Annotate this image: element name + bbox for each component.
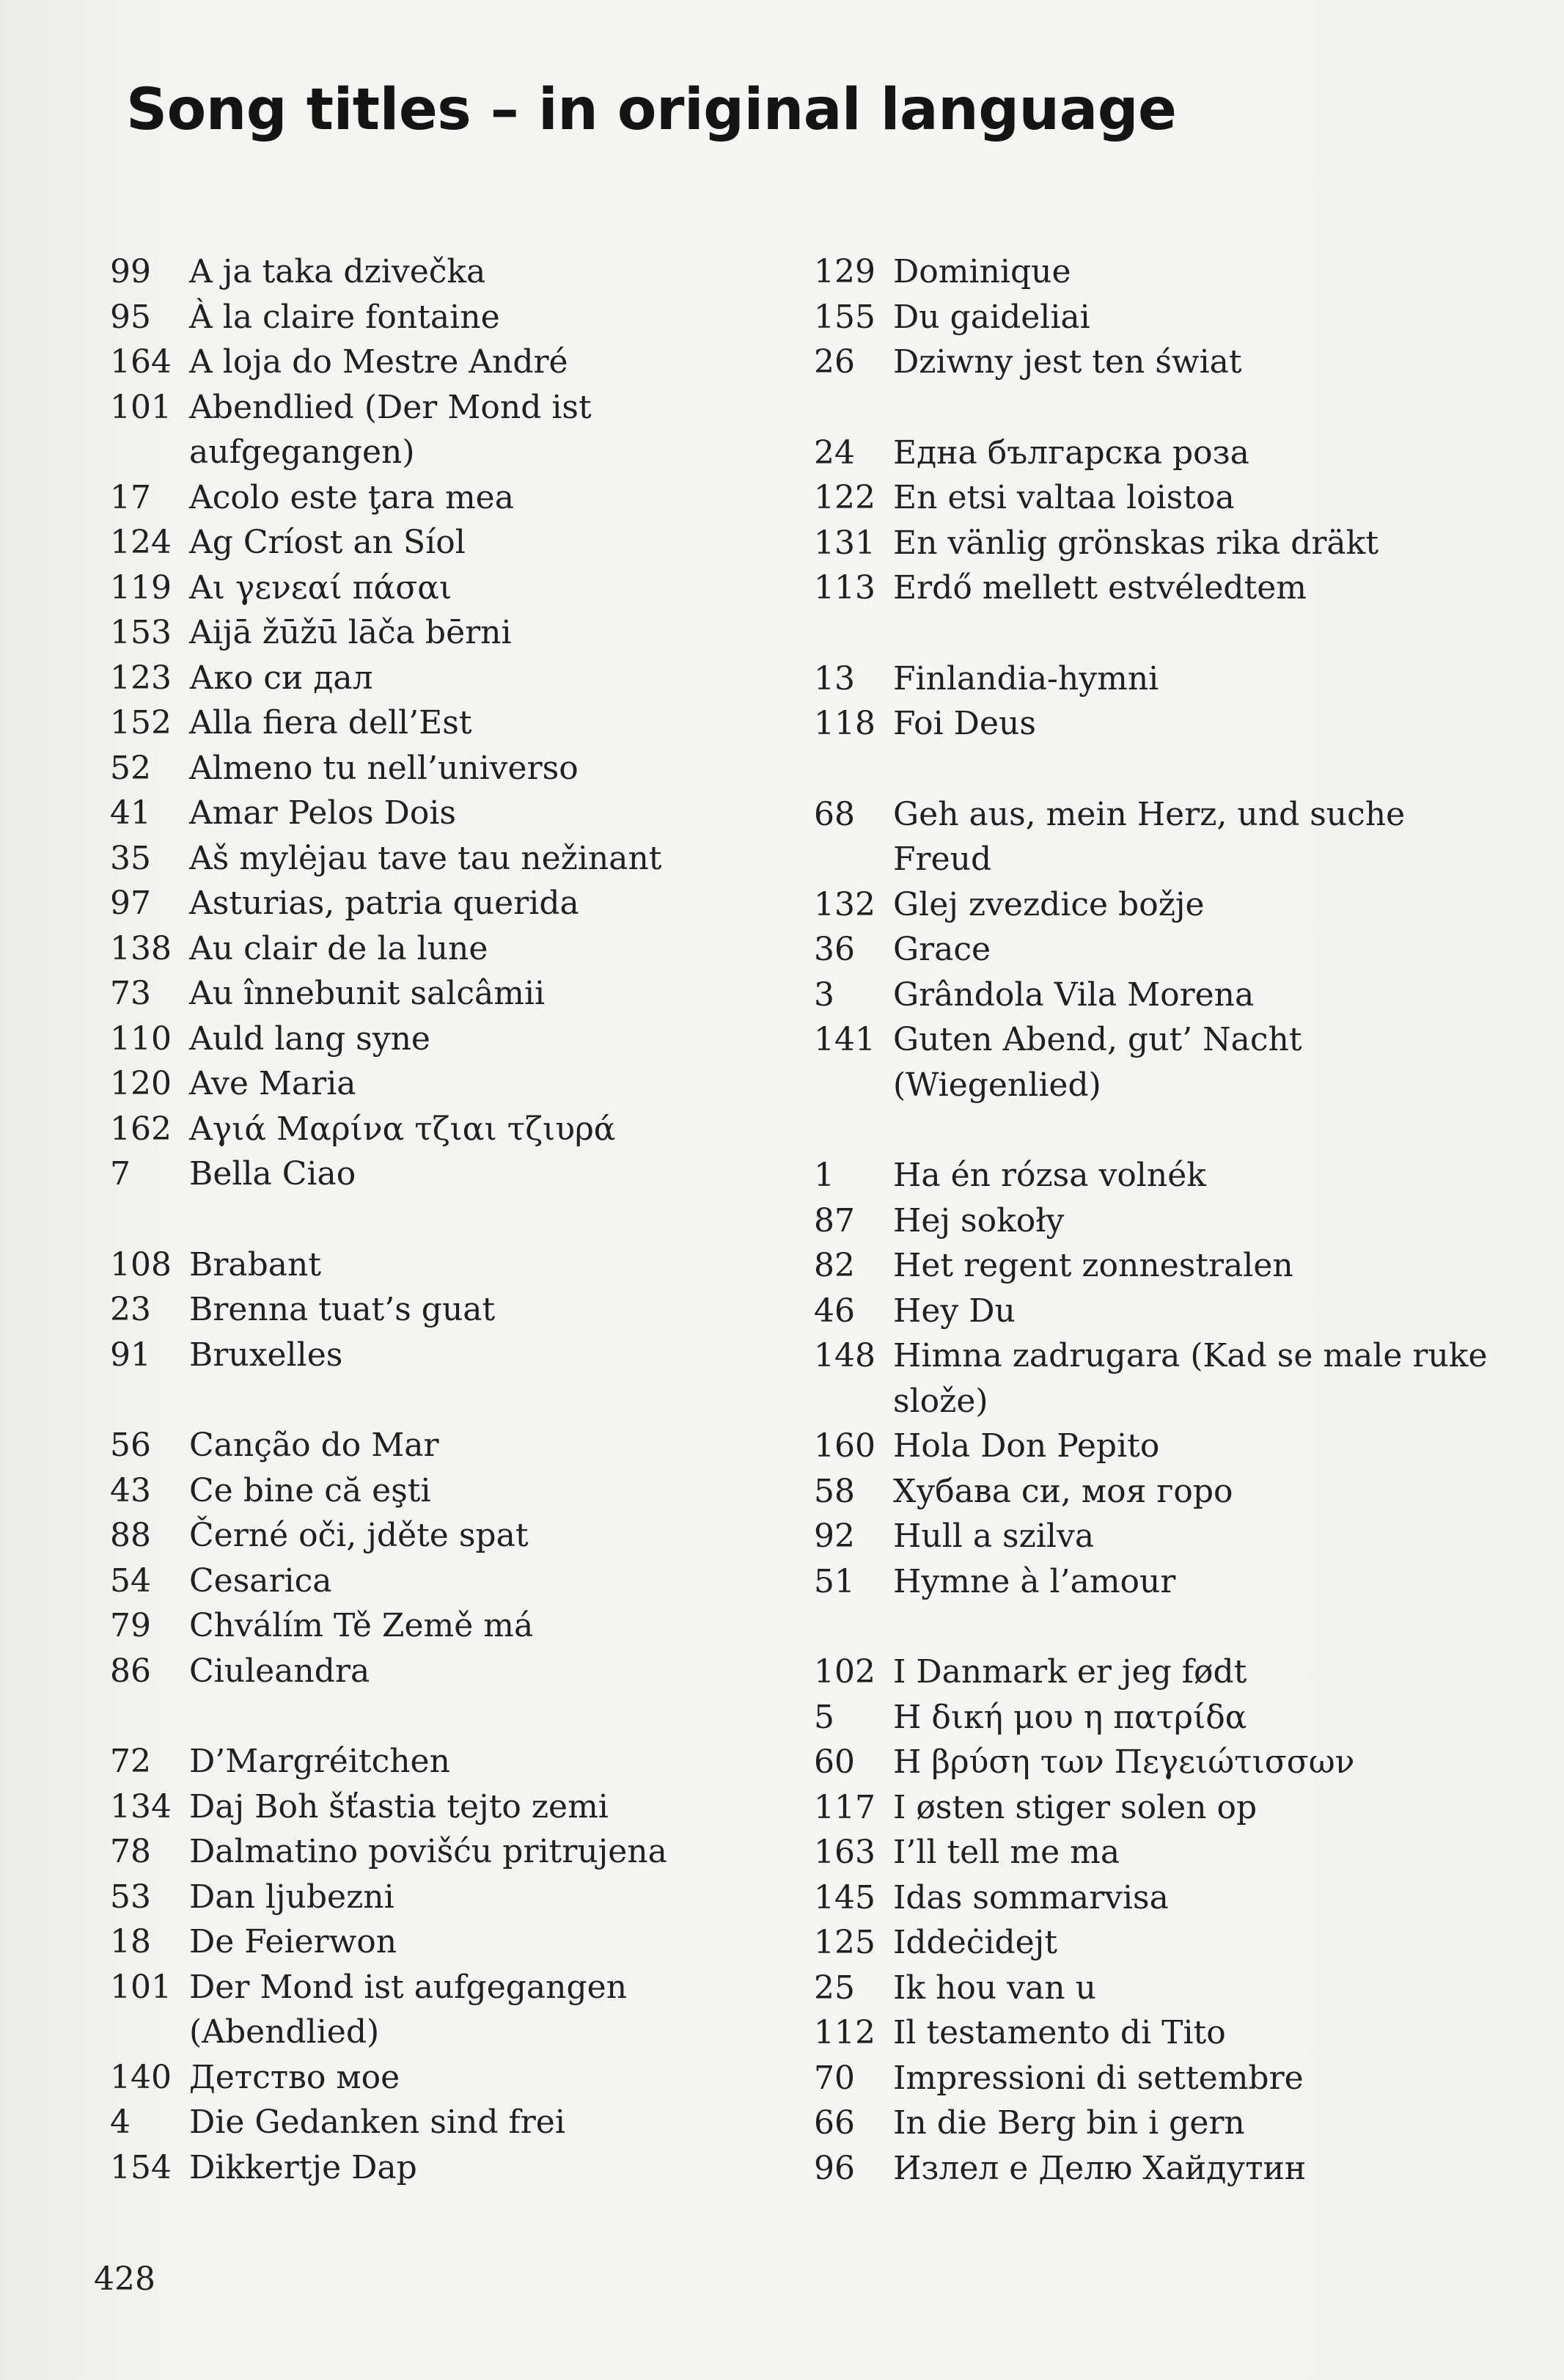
song-number: 24 xyxy=(814,433,855,472)
song-number: 56 xyxy=(110,1427,151,1464)
song-number: 152 xyxy=(110,704,172,742)
index-entry xyxy=(814,475,1518,521)
song-title: D’Margréitchen xyxy=(189,1743,450,1780)
index-entry xyxy=(814,1920,1518,1966)
song-title: Der Mond ist aufgegangen (Abendlied) xyxy=(189,1968,628,2051)
song-number: 164 xyxy=(110,343,172,381)
song-number: 99 xyxy=(110,253,151,290)
song-title: Αι γενεαί πάσαι xyxy=(189,568,452,607)
index-entry xyxy=(814,2010,1518,2056)
song-number: 72 xyxy=(110,1743,151,1780)
song-number: 1 xyxy=(814,1157,834,1194)
song-title: Canção do Mar xyxy=(189,1427,439,1464)
index-entry xyxy=(814,340,1518,385)
song-title: Hola Don Pepito xyxy=(893,1427,1160,1465)
right-column xyxy=(814,249,1518,2236)
entry-group xyxy=(814,1153,1518,1604)
song-number: 119 xyxy=(110,568,172,607)
song-number: 4 xyxy=(110,2103,131,2141)
index-entry xyxy=(814,1830,1518,1875)
song-title: Idas sommarvisa xyxy=(893,1878,1169,1916)
song-title: Brenna tuat’s guat xyxy=(189,1291,496,1328)
song-title: Cesarica xyxy=(189,1561,332,1600)
song-number: 79 xyxy=(110,1607,151,1644)
song-title: Hey Du xyxy=(893,1292,1016,1330)
song-title: Auld lang syne xyxy=(189,1019,430,1058)
index-entry xyxy=(110,340,814,385)
song-title: Една българска роза xyxy=(893,433,1249,472)
song-number: 36 xyxy=(814,931,855,968)
song-number: 102 xyxy=(814,1653,875,1691)
song-number: 153 xyxy=(110,614,172,651)
song-number: 155 xyxy=(814,298,875,336)
index-entry xyxy=(110,565,814,611)
song-number: 53 xyxy=(110,1878,151,1916)
song-title: Geh aus, mein Herz, und suche Freud xyxy=(893,795,1406,878)
index-entry xyxy=(110,881,814,926)
entry-group xyxy=(110,1739,814,2190)
index-entry xyxy=(814,701,1518,747)
song-number: 141 xyxy=(814,1021,875,1058)
entry-group xyxy=(110,249,814,1197)
song-title: Ce bine că eşti xyxy=(189,1471,431,1509)
page-title: Song titles – in original language xyxy=(126,77,1177,143)
song-title: En vänlig grönskas rika dräkt xyxy=(893,524,1378,562)
index-entry xyxy=(814,656,1518,702)
index-entry xyxy=(814,973,1518,1018)
index-entry xyxy=(814,2056,1518,2101)
index-entry xyxy=(110,1919,814,1965)
song-number: 110 xyxy=(110,1019,172,1058)
song-title: Glej zvezdice božje xyxy=(893,885,1205,923)
song-title: Ha én rózsa volnék xyxy=(893,1157,1206,1194)
song-number: 134 xyxy=(110,1787,172,1826)
index-entry xyxy=(110,1017,814,1062)
index-entry xyxy=(814,1469,1518,1515)
index-entry xyxy=(110,1468,814,1514)
index-entry xyxy=(110,971,814,1017)
index-entry xyxy=(814,521,1518,566)
song-number: 5 xyxy=(814,1698,834,1736)
song-number: 60 xyxy=(814,1743,855,1781)
index-entry xyxy=(110,1242,814,1288)
index-entry xyxy=(814,927,1518,973)
index-entry xyxy=(110,1875,814,1920)
song-number: 124 xyxy=(110,524,172,561)
song-number: 154 xyxy=(110,2148,172,2186)
index-entry xyxy=(814,249,1518,295)
song-number: 7 xyxy=(110,1155,131,1193)
index-entry xyxy=(814,1198,1518,1244)
index-entry xyxy=(814,1740,1518,1785)
index-entry xyxy=(110,520,814,565)
entry-group xyxy=(814,1649,1518,2191)
song-title: Černé oči, jděte spat xyxy=(189,1517,529,1554)
entry-group xyxy=(814,792,1518,1108)
index-entry xyxy=(814,565,1518,611)
page-number: 428 xyxy=(94,2260,155,2298)
index-entry xyxy=(110,1107,814,1152)
index-entry xyxy=(110,249,814,295)
song-title: Bruxelles xyxy=(189,1336,343,1374)
song-title: Impressioni di settembre xyxy=(893,2059,1304,2097)
song-title: Η βρύση των Πεγειώτισσων xyxy=(893,1743,1355,1781)
index-entry xyxy=(110,1559,814,1604)
song-number: 52 xyxy=(110,749,151,787)
song-title: In die Berg bin i gern xyxy=(893,2104,1245,2142)
song-number: 129 xyxy=(814,253,875,290)
song-number: 138 xyxy=(110,929,172,967)
index-entry xyxy=(110,1423,814,1468)
index-entry xyxy=(814,1424,1518,1469)
index-entry xyxy=(814,1785,1518,1831)
song-title: A loja do Mestre André xyxy=(189,343,568,381)
song-title: Dalmatino povišću pritrujena xyxy=(189,1833,667,1870)
index-entry xyxy=(110,1061,814,1107)
song-title: Brabant xyxy=(189,1245,322,1284)
index-entry xyxy=(110,1287,814,1333)
index-entry xyxy=(110,700,814,746)
song-number: 101 xyxy=(110,1968,172,2006)
song-title: Hej sokoły xyxy=(893,1201,1065,1240)
index-entry xyxy=(814,1966,1518,2011)
song-title: Bella Ciao xyxy=(189,1155,356,1193)
song-title: I Danmark er jeg født xyxy=(893,1653,1247,1691)
song-number: 120 xyxy=(110,1065,172,1102)
entry-group xyxy=(110,1242,814,1378)
song-title: Grândola Vila Morena xyxy=(893,975,1255,1014)
song-number: 58 xyxy=(814,1472,855,1510)
song-number: 91 xyxy=(110,1336,151,1374)
song-number: 66 xyxy=(814,2104,855,2142)
song-number: 41 xyxy=(110,794,151,832)
song-title: Il testamento di Tito xyxy=(893,2014,1226,2051)
song-number: 82 xyxy=(814,1247,855,1284)
song-number: 140 xyxy=(110,2058,172,2096)
song-title: Ако си дал xyxy=(189,659,373,697)
index-entry xyxy=(110,1649,814,1694)
index-entry xyxy=(110,1603,814,1649)
song-title: Dziwny jest ten świat xyxy=(893,343,1242,381)
song-title: Grace xyxy=(893,931,991,968)
song-title: Ik hou van u xyxy=(893,1969,1096,2007)
song-title: Хубава си, моя горо xyxy=(893,1472,1233,1510)
song-number: 123 xyxy=(110,659,172,697)
song-number: 26 xyxy=(814,343,855,381)
index-entry xyxy=(814,1243,1518,1289)
index-entry xyxy=(110,1739,814,1784)
index-entry xyxy=(110,656,814,701)
song-title: Η δική μου η πατρίδα xyxy=(893,1698,1247,1736)
song-title: Αγιά Μαρίνα τζιαι τζιυρά xyxy=(189,1110,616,1148)
index-entry xyxy=(814,1333,1518,1424)
song-title: I’ll tell me ma xyxy=(893,1834,1120,1871)
song-number: 17 xyxy=(110,478,151,516)
song-title: Iddeċidejt xyxy=(893,1924,1057,1961)
song-title: À la claire fontaine xyxy=(189,298,500,336)
index-entry xyxy=(110,295,814,340)
index-entry xyxy=(110,1151,814,1197)
song-title: Детство мое xyxy=(189,2058,400,2096)
entry-group xyxy=(814,656,1518,747)
index-entry xyxy=(110,836,814,882)
song-title: Almeno tu nell’universo xyxy=(189,749,579,787)
song-number: 163 xyxy=(814,1834,875,1871)
song-title: Die Gedanken sind frei xyxy=(189,2103,565,2141)
song-number: 73 xyxy=(110,975,151,1012)
song-title: Asturias, patria querida xyxy=(189,885,579,922)
song-title: Dominique xyxy=(893,253,1071,290)
song-title: Finlandia-hymni xyxy=(893,659,1159,697)
index-entry xyxy=(814,792,1518,882)
song-number: 131 xyxy=(814,524,875,562)
song-number: 43 xyxy=(110,1471,151,1509)
song-title: Ag Críost an Síol xyxy=(189,524,466,561)
song-title: Ave Maria xyxy=(189,1065,356,1102)
left-column xyxy=(110,249,814,2236)
song-title: Hymne à l’amour xyxy=(893,1562,1176,1600)
index-entry xyxy=(814,1695,1518,1740)
song-number: 51 xyxy=(814,1562,855,1600)
index-entry xyxy=(110,1784,814,1830)
song-title: Acolo este ţara mea xyxy=(189,478,514,516)
song-number: 18 xyxy=(110,1923,151,1960)
song-title: Du gaideliai xyxy=(893,298,1090,336)
song-title: Aš mylėjau tave tau nežinant xyxy=(189,839,662,877)
index-entry xyxy=(814,1514,1518,1559)
song-title: Aijā žūžū lāča bērni xyxy=(189,614,512,651)
song-title: Himna zadrugara (Kad se male ruke slože) xyxy=(893,1337,1488,1420)
song-number: 148 xyxy=(814,1337,875,1374)
song-title: Alla fiera dell’Est xyxy=(189,704,472,742)
song-number: 46 xyxy=(814,1292,855,1330)
song-title: Dan ljubezni xyxy=(189,1878,394,1916)
song-number: 35 xyxy=(110,839,151,877)
song-number: 160 xyxy=(814,1427,875,1465)
song-number: 88 xyxy=(110,1517,151,1554)
song-number: 87 xyxy=(814,1201,855,1240)
song-title: Au înnebunit salcâmii xyxy=(189,975,546,1012)
index-entry xyxy=(814,2146,1518,2192)
index-entry xyxy=(110,1965,814,2055)
index-entry xyxy=(814,1017,1518,1107)
index-entry xyxy=(814,2101,1518,2146)
song-number: 132 xyxy=(814,885,875,923)
index-entry xyxy=(814,1875,1518,1921)
song-number: 96 xyxy=(814,2149,855,2187)
song-title: Amar Pelos Dois xyxy=(189,794,456,832)
index-entry xyxy=(110,610,814,656)
index-entry xyxy=(814,295,1518,340)
song-number: 86 xyxy=(110,1652,151,1690)
index-entry xyxy=(110,2145,814,2191)
song-title: Abendlied (Der Mond ist aufgegangen) xyxy=(189,388,592,471)
index-entry xyxy=(110,2100,814,2145)
song-title: Het regent zonnestralen xyxy=(893,1247,1293,1284)
song-title: Foi Deus xyxy=(893,705,1036,742)
song-number: 162 xyxy=(110,1110,172,1148)
song-title: Излел е Делю Хайдутин xyxy=(893,2149,1307,2187)
song-title: A ja taka dzivečka xyxy=(189,253,486,290)
index-entry xyxy=(110,926,814,972)
index-entry xyxy=(814,431,1518,476)
song-number: 13 xyxy=(814,659,855,697)
entry-group xyxy=(110,1423,814,1694)
song-number: 70 xyxy=(814,2059,855,2097)
index-entry xyxy=(110,791,814,836)
song-title: Daj Boh šťastia tejto zemi xyxy=(189,1787,609,1826)
index-entry xyxy=(110,385,814,475)
index-entry xyxy=(110,1333,814,1378)
index-entry xyxy=(814,882,1518,928)
song-number: 101 xyxy=(110,388,172,426)
song-number: 118 xyxy=(814,705,875,742)
song-title: De Feierwon xyxy=(189,1923,397,1960)
song-title: Guten Abend, gut’ Nacht (Wiegenlied) xyxy=(893,1021,1302,1104)
song-title: Dikkertje Dap xyxy=(189,2148,417,2186)
entry-group xyxy=(814,431,1518,611)
index-entry xyxy=(110,1513,814,1559)
entry-group xyxy=(814,249,1518,385)
song-number: 78 xyxy=(110,1833,151,1870)
song-number: 95 xyxy=(110,298,151,336)
song-title: Chválím Tě Země má xyxy=(189,1607,534,1644)
song-number: 112 xyxy=(814,2014,875,2051)
song-number: 145 xyxy=(814,1878,875,1916)
song-title: Ciuleandra xyxy=(189,1652,370,1690)
index-entry xyxy=(110,746,814,791)
song-number: 97 xyxy=(110,885,151,922)
song-number: 113 xyxy=(814,569,875,607)
song-number: 117 xyxy=(814,1788,875,1826)
song-number: 3 xyxy=(814,975,834,1014)
song-number: 23 xyxy=(110,1291,151,1328)
song-number: 54 xyxy=(110,1561,151,1600)
index-entry xyxy=(814,1559,1518,1605)
song-title: I østen stiger solen op xyxy=(893,1788,1258,1826)
song-number: 125 xyxy=(814,1924,875,1961)
index-entry xyxy=(814,1649,1518,1695)
song-number: 68 xyxy=(814,795,855,833)
song-number: 25 xyxy=(814,1969,855,2007)
song-title: En etsi valtaa loistoa xyxy=(893,479,1235,516)
index-entry xyxy=(814,1289,1518,1334)
song-title: Au clair de la lune xyxy=(189,929,488,967)
index-entry xyxy=(814,1153,1518,1198)
song-title: Hull a szilva xyxy=(893,1517,1095,1555)
index-entry xyxy=(110,2055,814,2101)
song-number: 92 xyxy=(814,1517,855,1555)
song-number: 122 xyxy=(814,479,875,516)
index-entry xyxy=(110,475,814,521)
index-entry xyxy=(110,1829,814,1875)
song-title: Erdő mellett estvéledtem xyxy=(893,569,1307,607)
song-number: 108 xyxy=(110,1245,172,1284)
